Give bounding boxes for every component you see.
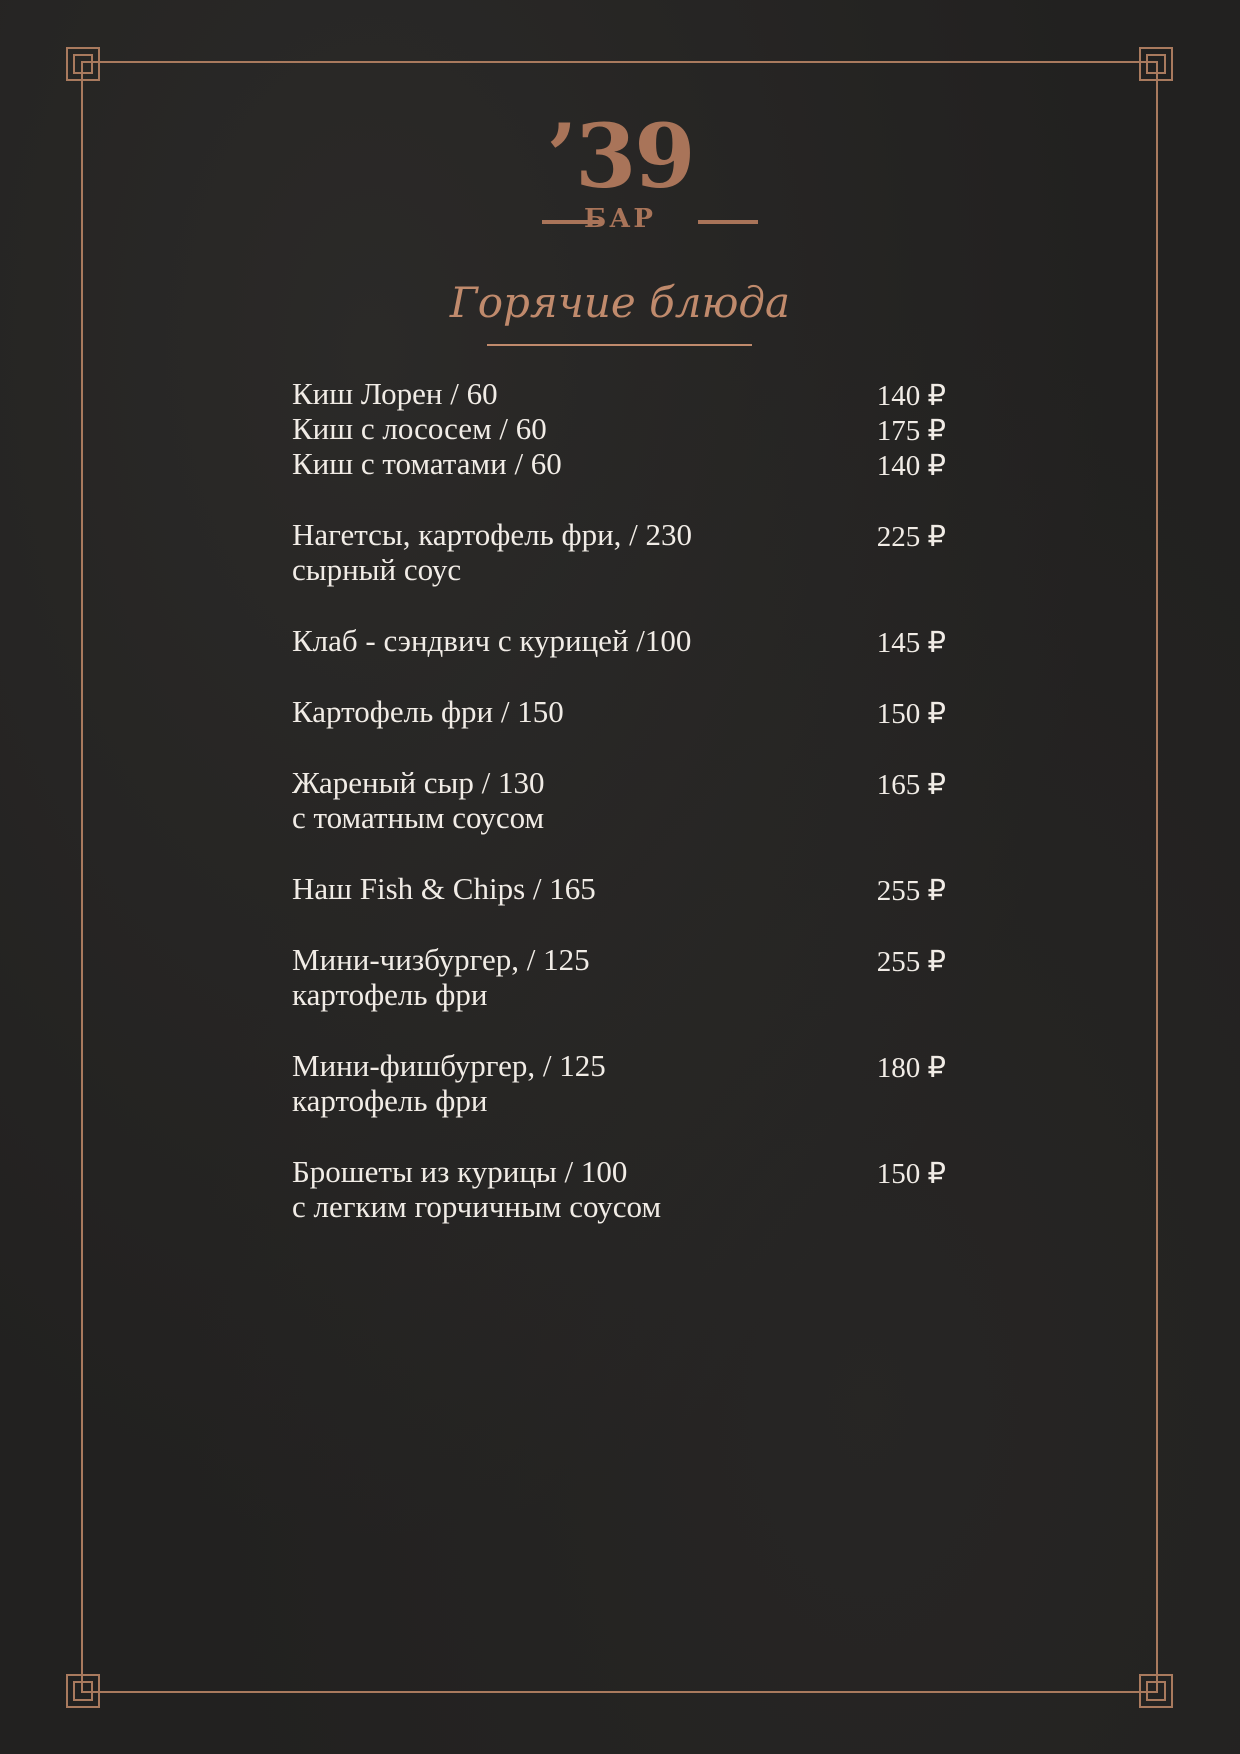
- corner-ornament-icon: [66, 47, 100, 81]
- menu-item-name: Жареный сыр / 130: [292, 765, 545, 800]
- menu-item-description: с томатным соусом: [292, 800, 545, 835]
- corner-ornament-icon: [1139, 47, 1173, 81]
- menu-item-price: 150 ₽: [876, 1158, 946, 1190]
- menu-item: [292, 871, 952, 906]
- menu-item-name: Киш Лорен / 60: [292, 376, 498, 411]
- menu-item-price: 140 ₽: [876, 450, 946, 482]
- menu-item: [292, 517, 952, 587]
- menu-item-name: Киш с лососем / 60: [292, 411, 547, 446]
- menu-item-name: Брошеты из курицы / 100: [292, 1154, 628, 1189]
- menu-spacer: [292, 587, 952, 623]
- menu-item-name: Киш с томатами / 60: [292, 446, 562, 481]
- corner-ornament-icon: [1139, 1674, 1173, 1708]
- menu-item: [292, 376, 952, 411]
- menu-item-name: Мини-фишбургер, / 125: [292, 1048, 606, 1083]
- section-title: Горячие блюда: [449, 278, 791, 327]
- menu-spacer: [292, 1118, 952, 1154]
- menu-item: [292, 446, 952, 481]
- menu-item-price: 255 ₽: [876, 875, 946, 907]
- menu-item: [292, 1154, 952, 1224]
- logo-divider-right: [698, 220, 758, 224]
- menu-spacer: [292, 658, 952, 694]
- menu-item-price: 165 ₽: [876, 769, 946, 801]
- menu-item-description: с легким горчичным соусом: [292, 1189, 662, 1224]
- menu-spacer: [292, 835, 952, 871]
- menu-item: [292, 411, 952, 446]
- corner-ornament-icon: [66, 1674, 100, 1708]
- menu-item: [292, 942, 952, 1012]
- menu-spacer: [292, 906, 952, 942]
- menu-item-name: Наш Fish & Chips / 165: [292, 871, 596, 906]
- menu-item-name: Картофель фри / 150: [292, 694, 564, 729]
- menu-list: [292, 376, 952, 1224]
- bar-logo: [520, 104, 720, 242]
- menu-spacer: [292, 481, 952, 517]
- menu-item-name: Клаб - сэндвич с курицей /100: [292, 623, 692, 658]
- menu-item: [292, 1048, 952, 1118]
- menu-spacer: [292, 1012, 952, 1048]
- logo-subtitle: БАР: [584, 204, 656, 234]
- section-title-underline: [487, 344, 752, 346]
- menu-item-price: 225 ₽: [876, 521, 946, 553]
- menu-item-price: 150 ₽: [876, 698, 946, 730]
- menu-item-price: 255 ₽: [876, 946, 946, 978]
- menu-item-price: 140 ₽: [876, 380, 946, 412]
- menu-spacer: [292, 729, 952, 765]
- menu-item-name: Нагетсы, картофель фри, / 230: [292, 517, 693, 552]
- menu-item-description: картофель фри: [292, 1083, 488, 1118]
- menu-item-description: сырный соус: [292, 552, 462, 587]
- menu-item-price: 145 ₽: [876, 627, 946, 659]
- menu-item: [292, 765, 952, 835]
- logo-number: ’39: [546, 104, 694, 208]
- menu-item-price: 175 ₽: [876, 415, 946, 447]
- menu-item: [292, 694, 952, 729]
- menu-item: [292, 623, 952, 658]
- menu-item-description: картофель фри: [292, 977, 488, 1012]
- menu-item-price: 180 ₽: [876, 1052, 946, 1084]
- menu-item-name: Мини-чизбургер, / 125: [292, 942, 590, 977]
